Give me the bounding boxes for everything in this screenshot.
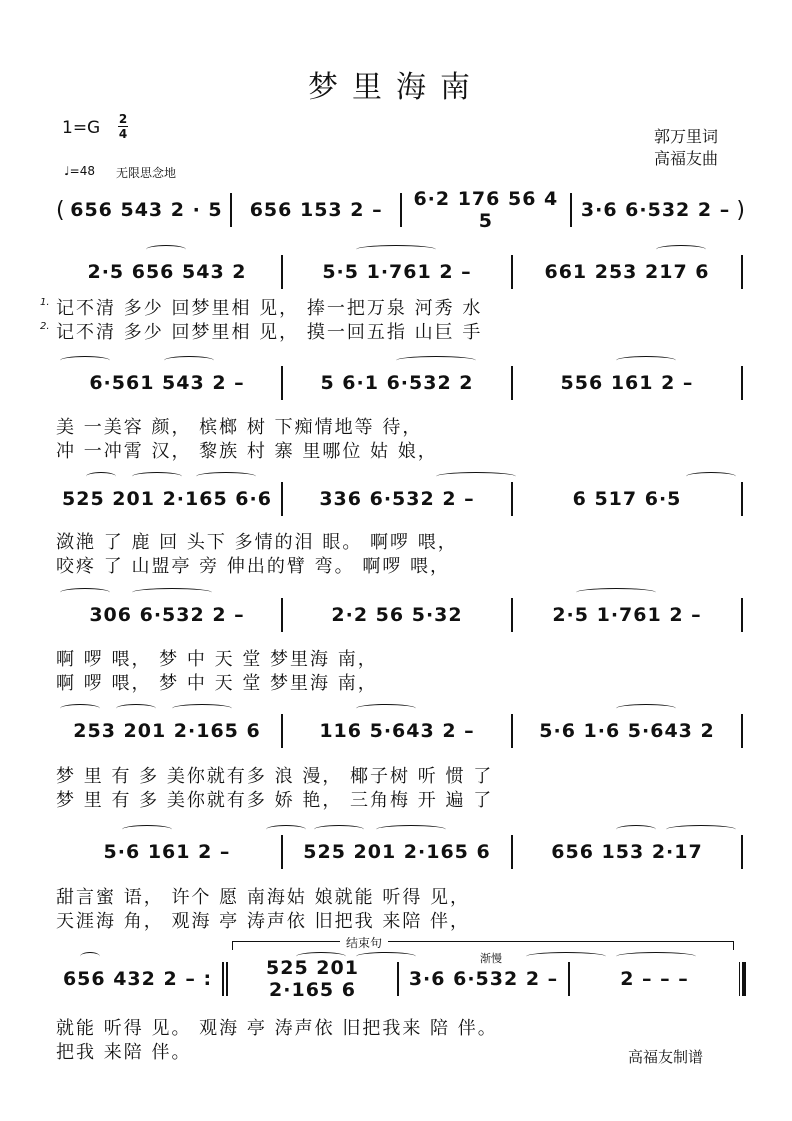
- measure: 5·6 161 2 –: [103, 841, 231, 863]
- measure: 556 161 2 –: [560, 372, 694, 394]
- score-row-1: [56, 255, 746, 289]
- lyricist: 郭万里词: [654, 127, 719, 146]
- measure: 525 201 2·165 6: [303, 841, 491, 863]
- close-paren: ): [736, 197, 746, 223]
- measure: 5·6 1·6 5·643 2: [539, 720, 715, 742]
- lyric-line: 美 一美容 颜， 槟榔 树 下痴情地等 待，: [56, 417, 423, 438]
- measure: 6·561 543 2 –: [89, 372, 245, 394]
- measure: 525 201 2·165 6·6: [62, 488, 272, 510]
- measure: 6 517 6·5: [572, 488, 682, 510]
- ending-bracket: [232, 941, 734, 950]
- measure: 656 432 2 – :: [62, 968, 213, 990]
- time-signature: [118, 113, 128, 140]
- lyric-line: 就能 听得 见。 观海 亭 涛声依 旧把我来 陪 伴。: [56, 1018, 498, 1039]
- lyric-line: 记不清 多少 回梦里相 见， 摸一回五指 山巨 手: [56, 322, 483, 343]
- lyric-line: 潋滟 了 鹿 回 头下 多情的泪 眼。 啊啰 喂，: [56, 532, 458, 553]
- measure: 5 6·1 6·532 2: [320, 372, 474, 394]
- score-row-4: [56, 598, 746, 632]
- time-top: 2: [118, 112, 128, 126]
- measure: 656 153 2 –: [249, 199, 383, 221]
- score-row-5: [56, 714, 746, 748]
- key-signature: 1=G: [62, 118, 101, 138]
- expression-marking: 无限思念地: [116, 166, 177, 180]
- measure: 253 201 2·165 6: [73, 720, 261, 742]
- measure: 3·6 6·532 2 –: [580, 199, 731, 221]
- lyric-line: 把我 来陪 伴。: [56, 1042, 192, 1063]
- lyric-line: 冲 一冲霄 汉， 黎族 村 寨 里哪位 姑 娘，: [56, 441, 438, 462]
- open-paren: (: [56, 197, 66, 223]
- measure: 2·5 1·761 2 –: [552, 604, 702, 626]
- composer: 高福友曲: [654, 149, 719, 168]
- measure: 2·2 56 5·32: [331, 604, 463, 626]
- ritardando-marking: 渐慢: [480, 952, 502, 965]
- measure: 661 253 217 6: [544, 261, 710, 283]
- score-row-3: [56, 482, 746, 516]
- measure: 336 6·532 2 –: [319, 488, 475, 510]
- measure: 3·6 6·532 2 –: [408, 968, 559, 990]
- verse-number-1: 1.: [40, 297, 50, 308]
- lyric-line: 啊 啰 喂， 梦 中 天 堂 梦里海 南，: [56, 649, 378, 670]
- measure: 6·2 176 56 4 5: [413, 188, 559, 232]
- lyric-line: 咬疼 了 山盟亭 旁 伸出的臂 弯。 啊啰 喂，: [56, 556, 451, 577]
- measure: 525 201 2·165 6: [266, 957, 359, 1001]
- lyric-line: 记不清 多少 回梦里相 见， 捧一把万泉 河秀 水: [56, 298, 483, 319]
- lyric-line: 甜言蜜 语， 许个 愿 南海姑 娘就能 听得 见，: [56, 887, 471, 908]
- measure: 306 6·532 2 –: [89, 604, 245, 626]
- measure: 2 – – –: [620, 968, 689, 990]
- lyric-line: 天涯海 角， 观海 亭 涛声依 旧把我 来陪 伴，: [56, 911, 471, 932]
- measure: 656 543 2 · 5: [70, 199, 223, 221]
- ending-label: 结束句: [340, 934, 388, 951]
- score-row-2: [56, 366, 746, 400]
- copyist-credit: 高福友制谱: [628, 1048, 704, 1066]
- time-bottom: 4: [118, 127, 128, 141]
- measure: 116 5·643 2 –: [319, 720, 475, 742]
- page-title: 梦里海南: [308, 70, 484, 105]
- measure: 5·5 1·761 2 –: [322, 261, 472, 283]
- measure: 2·5 656 543 2: [87, 261, 247, 283]
- tempo-marking: ♩=48: [64, 164, 95, 178]
- lyric-line: 梦 里 有 多 美你就有多 娇 艳， 三角梅 开 遍 了: [56, 790, 494, 811]
- score-row-0: [56, 188, 746, 232]
- verse-number-2: 2.: [40, 321, 50, 332]
- lyric-line: 啊 啰 喂， 梦 中 天 堂 梦里海 南，: [56, 673, 378, 694]
- score-row-6: [56, 835, 746, 869]
- lyric-line: 梦 里 有 多 美你就有多 浪 漫， 椰子树 听 惯 了: [56, 766, 494, 787]
- measure: 656 153 2·17: [551, 841, 703, 863]
